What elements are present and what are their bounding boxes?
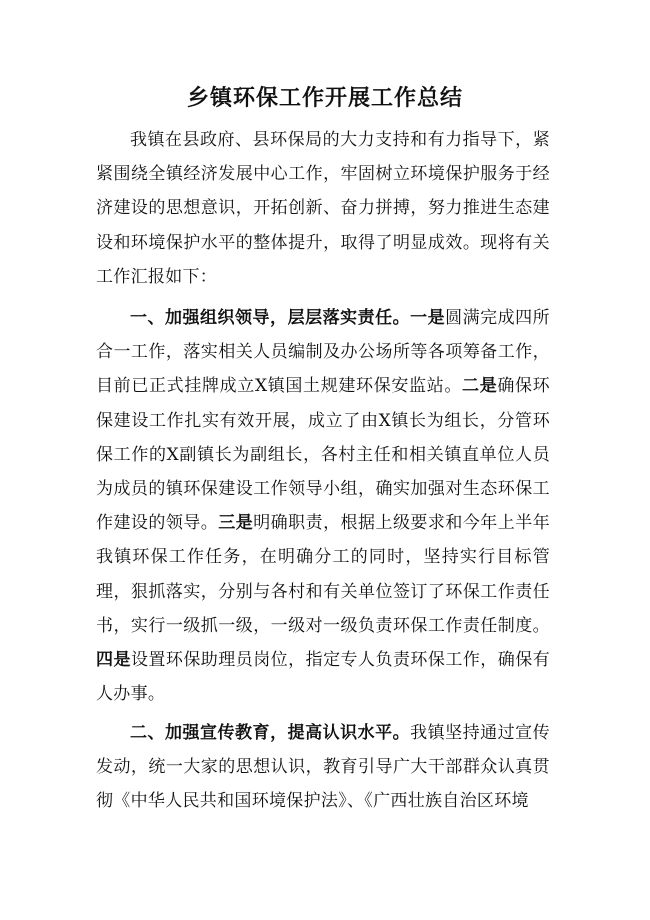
item-marker-1: 一是 <box>410 308 446 328</box>
section-2-heading: 二、加强宣传教育，提高认识水平。 <box>130 723 411 743</box>
item-text-2: 确保环保建设工作扎实有效开展，成立了由X镇长为组长，分管环保工作的X副镇长为副组长，各村主任和相关镇直单位人员为成员的镇环保建设工作领导小组，确实加强对生态环保工作建设的领导。 <box>96 376 550 534</box>
intro-paragraph: 我镇在县政府、县环保局的大力支持和有力指导下，紧紧围绕全镇经济发展中心工作，牢固树立环境保护服务于经济建设的思想意识，开拓创新、奋力拼搏，努力推进生态建设和环境保护水平的整体提升，取得了明显成效。现将有关工作汇报如下： <box>96 130 550 287</box>
section-2-text: 我镇坚持通过宣传发动，统一大家的思想认识，教育引导广大干部群众认真贯彻《中华人民共和国环境保护法》、《广西壮族自治区环境 <box>96 723 550 812</box>
item-text-4: 设置环保助理员岗位，指定专人负责环保工作，确保有人办事。 <box>96 650 550 705</box>
document-title: 乡镇环保工作开展工作总结 <box>186 86 463 111</box>
item-marker-3: 三是 <box>218 513 254 534</box>
item-text-1: 圆满完成四所合一工作，落实相关人员编制及办公场所等各项筹备工作，目前已正式挂牌成立X镇国土规建环保安监站。 <box>96 308 550 397</box>
item-marker-2: 二是 <box>462 376 498 397</box>
item-text-3: 明确职责，根据上级要求和今年上半年我镇环保工作任务，在明确分工的同时，坚持实行目标管理，狠抓落实，分别与各村和有关单位签订了环保工作责任书，实行一级抓一级，一级对一级负责环保工作责任制度。 <box>96 513 550 636</box>
section-1-heading: 一、加强组织领导，层层落实责任。 <box>130 308 411 328</box>
item-marker-4: 四是 <box>96 650 131 671</box>
section-1-paragraph <box>96 301 550 711</box>
section-2-paragraph <box>96 716 550 819</box>
